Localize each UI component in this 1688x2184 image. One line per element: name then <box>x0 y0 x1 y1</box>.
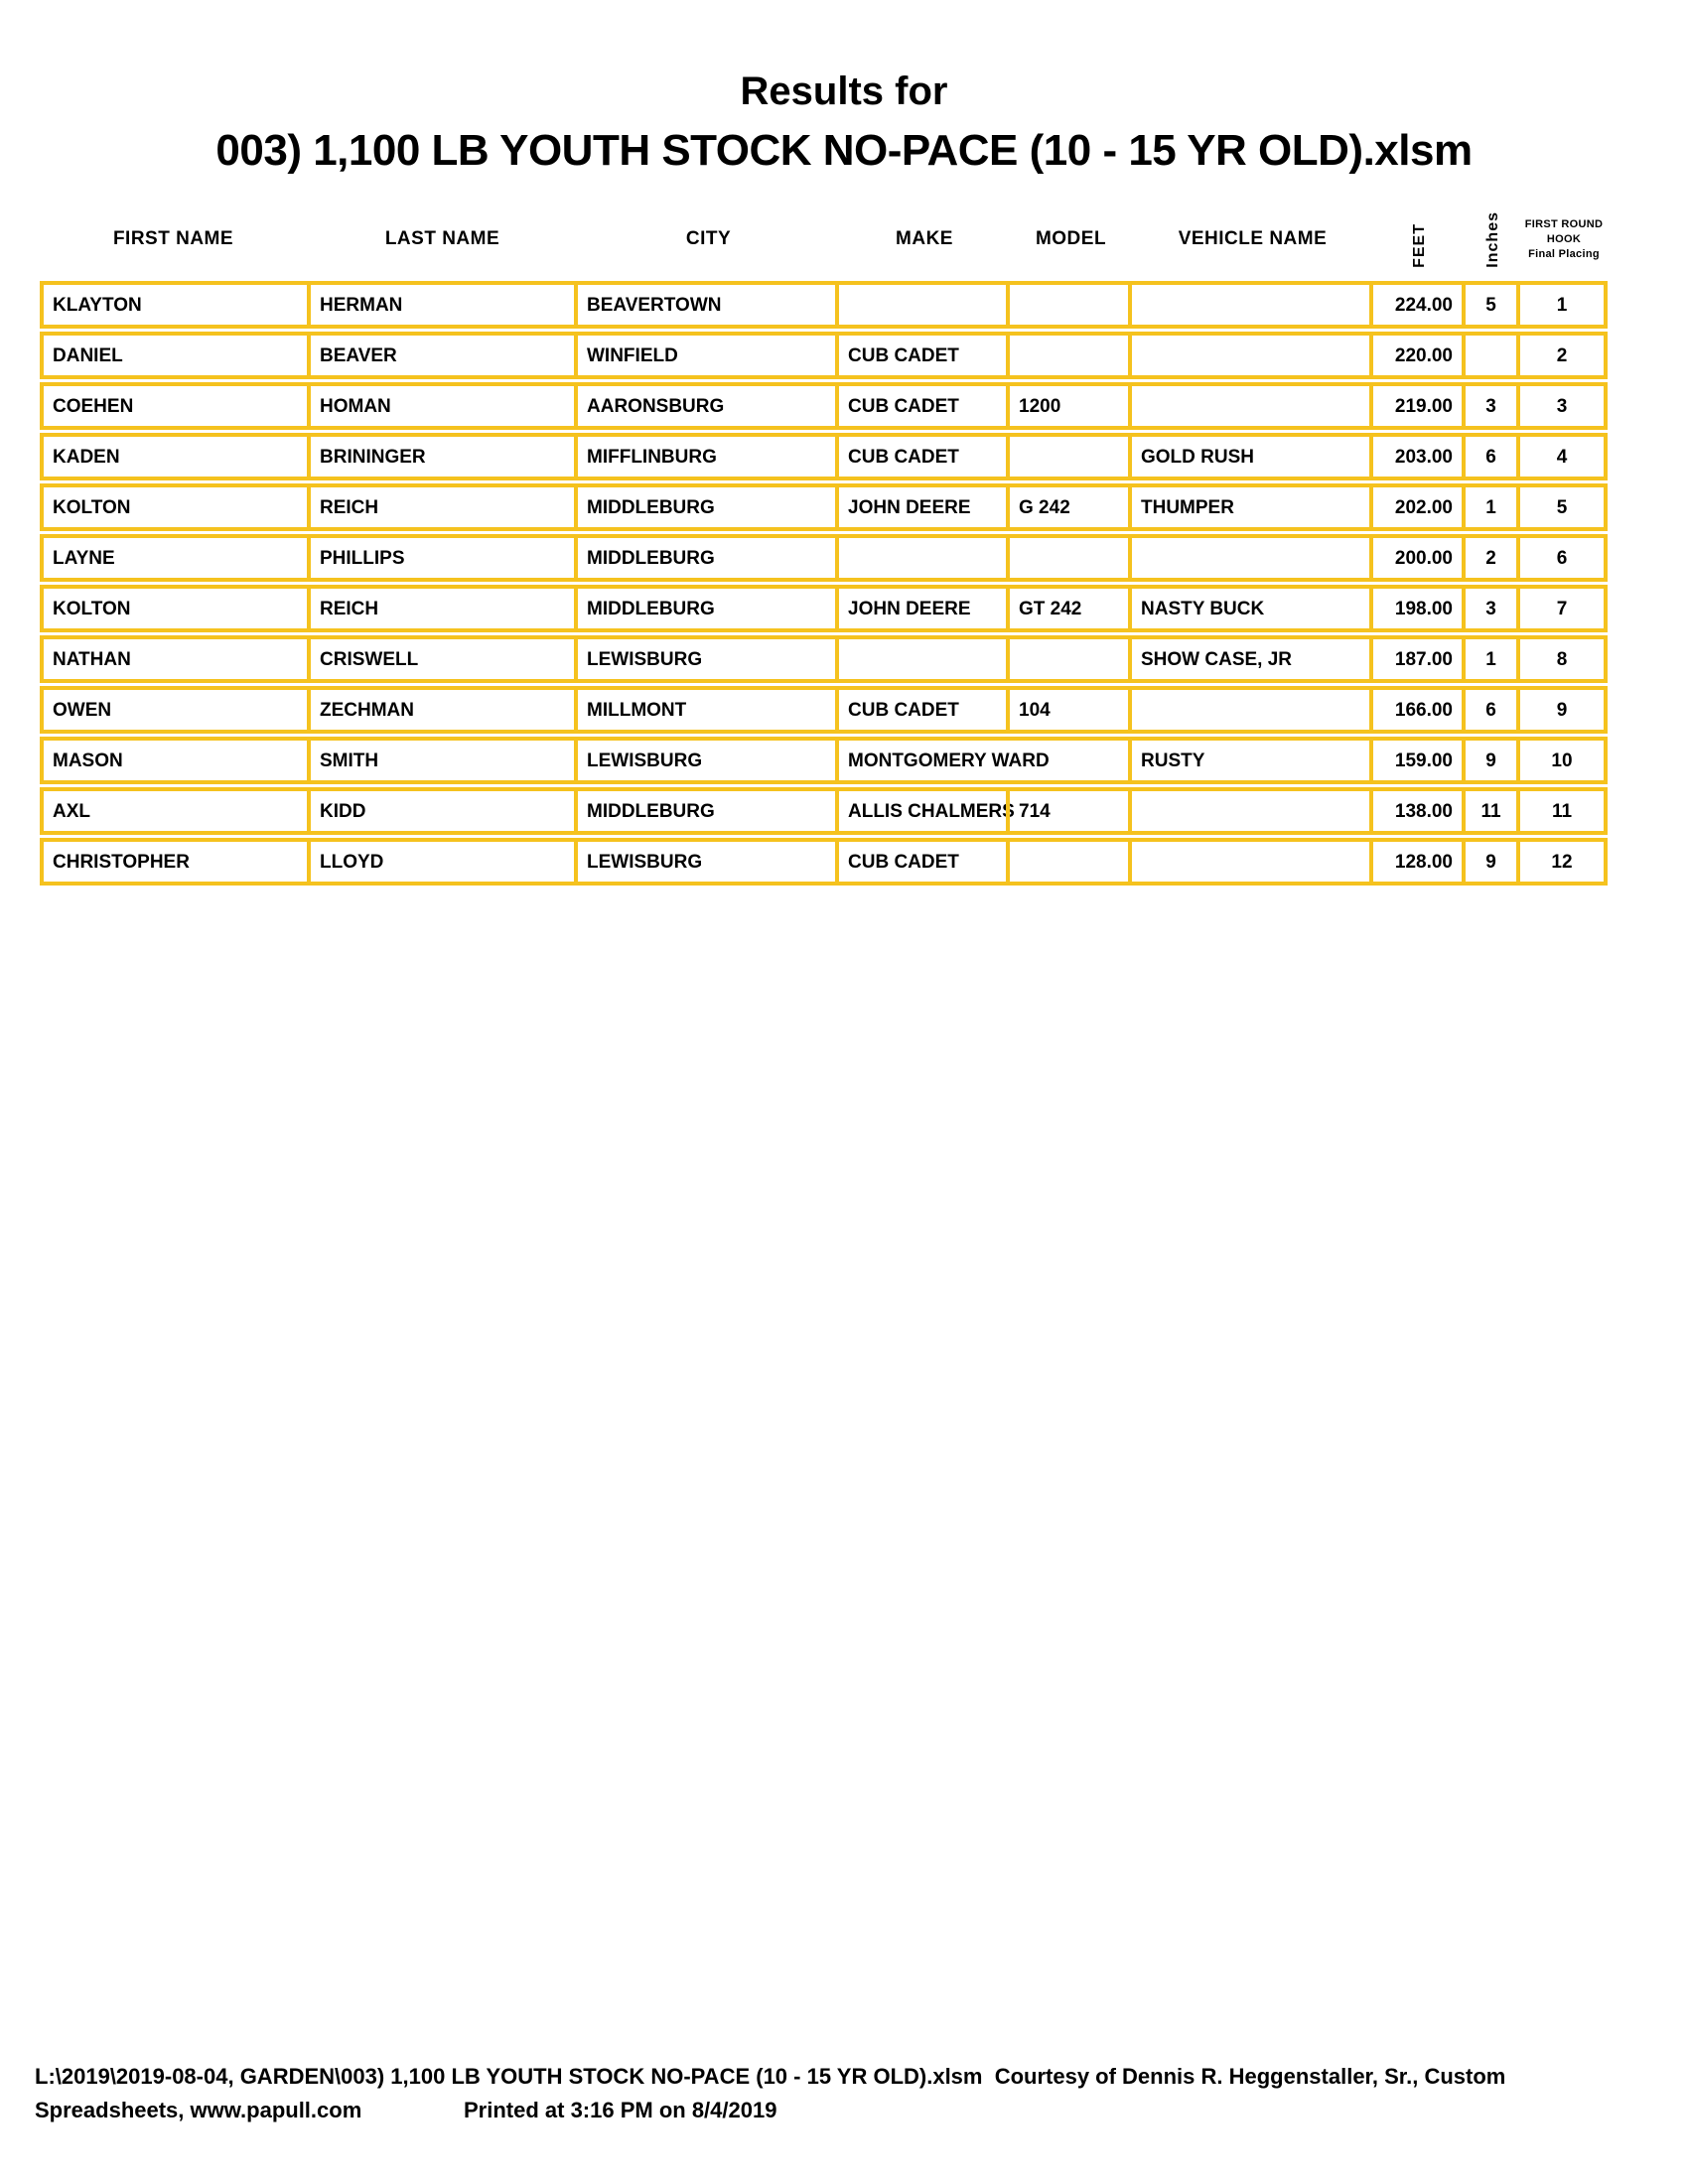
cell-feet: 220.00 <box>1369 336 1462 375</box>
cell-model <box>1006 538 1128 578</box>
cell-make <box>835 285 1006 325</box>
col-header-inches <box>1466 197 1520 268</box>
cell-last-name: REICH <box>307 589 574 628</box>
cell-inches: 3 <box>1462 386 1516 426</box>
footer-printed-timestamp: Printed at 3:16 PM on 8/4/2019 <box>464 2098 777 2122</box>
cell-last-name: LLOYD <box>307 842 574 882</box>
cell-last-name: BRININGER <box>307 437 574 477</box>
cell-first-name: KOLTON <box>53 598 131 619</box>
table-row <box>40 585 1608 632</box>
col-header-make: MAKE <box>896 228 953 249</box>
table-row <box>40 332 1608 379</box>
file-title: 003) 1,100 LB YOUTH STOCK NO-PACE (10 - 15 YR OLD).xlsm <box>215 126 1473 175</box>
cell-model <box>1006 639 1128 679</box>
table-row <box>40 635 1608 683</box>
table-row <box>40 838 1608 886</box>
cell-placing: 10 <box>1516 741 1604 780</box>
cell-last-name: HOMAN <box>307 386 574 426</box>
cell-placing: 9 <box>1516 690 1604 730</box>
cell-placing: 2 <box>1516 336 1604 375</box>
cell-vehicle-name <box>1128 842 1369 882</box>
cell-first-name: KOLTON <box>53 496 131 518</box>
cell-vehicle-name <box>1128 791 1369 831</box>
cell-first-name: NATHAN <box>53 648 131 670</box>
cell-vehicle-name: GOLD RUSH <box>1128 437 1369 477</box>
cell-placing: 3 <box>1516 386 1604 426</box>
cell-model: 1200 <box>1006 386 1128 426</box>
footer-path-line: L:\2019\2019-08-04, GARDEN\003) 1,100 LB YOUTH STOCK NO-PACE (10 - 15 YR OLD).xlsm Courtesy of Dennis R. Heggenstaller, Sr., Custom <box>35 2064 1506 2089</box>
cell-first-name: KADEN <box>53 446 120 468</box>
cell-inches: 5 <box>1462 285 1516 325</box>
hook-header-line3: Final Placing <box>1528 248 1600 260</box>
cell-placing: 8 <box>1516 639 1604 679</box>
cell-feet: 200.00 <box>1369 538 1462 578</box>
cell-placing: 5 <box>1516 487 1604 527</box>
cell-make: JOHN DEERE <box>835 487 1006 527</box>
table-row <box>40 534 1608 582</box>
cell-inches: 1 <box>1462 639 1516 679</box>
cell-last-name: REICH <box>307 487 574 527</box>
cell-first-name: KLAYTON <box>53 294 142 316</box>
cell-inches: 11 <box>1462 791 1516 831</box>
col-header-model: MODEL <box>1035 228 1107 249</box>
cell-make: CUB CADET <box>835 386 1006 426</box>
cell-city: LEWISBURG <box>574 741 835 780</box>
cell-model <box>1006 437 1128 477</box>
cell-make <box>835 538 1006 578</box>
feet-rotated-label: FEET <box>1410 223 1428 268</box>
table-row <box>40 686 1608 734</box>
cell-feet: 138.00 <box>1369 791 1462 831</box>
cell-city: WINFIELD <box>574 336 835 375</box>
inches-rotated-label: Inches <box>1483 211 1501 268</box>
cell-last-name: CRISWELL <box>307 639 574 679</box>
cell-placing: 1 <box>1516 285 1604 325</box>
cell-make: CUB CADET <box>835 336 1006 375</box>
col-header-first-round-hook <box>1520 217 1608 262</box>
cell-feet: 198.00 <box>1369 589 1462 628</box>
cell-vehicle-name <box>1128 690 1369 730</box>
cell-first-name: OWEN <box>53 699 112 721</box>
cell-feet: 187.00 <box>1369 639 1462 679</box>
cell-inches: 6 <box>1462 437 1516 477</box>
cell-placing: 6 <box>1516 538 1604 578</box>
cell-model <box>1006 842 1128 882</box>
cell-make: CUB CADET <box>835 690 1006 730</box>
cell-model <box>1006 285 1128 325</box>
cell-feet: 203.00 <box>1369 437 1462 477</box>
cell-feet: 166.00 <box>1369 690 1462 730</box>
col-header-feet <box>1373 197 1466 268</box>
cell-make <box>835 639 1006 679</box>
cell-last-name: SMITH <box>307 741 574 780</box>
cell-feet: 224.00 <box>1369 285 1462 325</box>
cell-city: MIDDLEBURG <box>574 589 835 628</box>
table-row <box>40 382 1608 430</box>
col-header-city: CITY <box>685 228 732 249</box>
cell-inches: 9 <box>1462 842 1516 882</box>
cell-vehicle-name <box>1128 336 1369 375</box>
cell-vehicle-name: THUMPER <box>1128 487 1369 527</box>
cell-first-name: DANIEL <box>53 344 123 366</box>
cell-city: MIDDLEBURG <box>574 791 835 831</box>
cell-make: CUB CADET <box>835 437 1006 477</box>
cell-inches: 1 <box>1462 487 1516 527</box>
cell-inches: 3 <box>1462 589 1516 628</box>
cell-inches: 6 <box>1462 690 1516 730</box>
cell-vehicle-name <box>1128 285 1369 325</box>
hook-header-line1: FIRST ROUND <box>1524 218 1604 230</box>
cell-make: MONTGOMERY WARD <box>835 741 1128 780</box>
cell-make: CUB CADET <box>835 842 1006 882</box>
cell-model: GT 242 <box>1006 589 1128 628</box>
cell-vehicle-name: SHOW CASE, JR <box>1128 639 1369 679</box>
hook-header-line2: HOOK <box>1546 233 1582 245</box>
cell-first-name: CHRISTOPHER <box>53 851 190 873</box>
cell-placing: 11 <box>1516 791 1604 831</box>
cell-first-name: MASON <box>53 750 123 771</box>
cell-vehicle-name: NASTY BUCK <box>1128 589 1369 628</box>
footer-spreadsheets-text: Spreadsheets, www.papull.com <box>35 2098 362 2122</box>
cell-feet: 202.00 <box>1369 487 1462 527</box>
cell-city: BEAVERTOWN <box>574 285 835 325</box>
cell-last-name: PHILLIPS <box>307 538 574 578</box>
cell-vehicle-name <box>1128 538 1369 578</box>
cell-first-name: COEHEN <box>53 395 134 417</box>
cell-city: MILLMONT <box>574 690 835 730</box>
cell-model: 104 <box>1006 690 1128 730</box>
cell-city: AARONSBURG <box>574 386 835 426</box>
col-header-vehicle-name: VEHICLE NAME <box>1178 228 1328 249</box>
cell-first-name: LAYNE <box>53 547 115 569</box>
cell-city: LEWISBURG <box>574 639 835 679</box>
cell-city: LEWISBURG <box>574 842 835 882</box>
col-header-last-name: LAST NAME <box>384 228 500 249</box>
cell-city: MIDDLEBURG <box>574 487 835 527</box>
cell-last-name: BEAVER <box>307 336 574 375</box>
col-header-first-name: FIRST NAME <box>112 228 234 249</box>
cell-inches: 9 <box>1462 741 1516 780</box>
table-row <box>40 433 1608 480</box>
cell-model: 714 <box>1006 791 1128 831</box>
cell-vehicle-name: RUSTY <box>1128 741 1369 780</box>
cell-feet: 219.00 <box>1369 386 1462 426</box>
cell-last-name: HERMAN <box>307 285 574 325</box>
cell-placing: 4 <box>1516 437 1604 477</box>
cell-placing: 7 <box>1516 589 1604 628</box>
table-row <box>40 483 1608 531</box>
cell-vehicle-name <box>1128 386 1369 426</box>
cell-make: JOHN DEERE <box>835 589 1006 628</box>
results-table <box>40 281 1608 886</box>
cell-model: G 242 <box>1006 487 1128 527</box>
cell-city: MIDDLEBURG <box>574 538 835 578</box>
page-title: Results for <box>740 69 948 113</box>
cell-first-name: AXL <box>53 800 90 822</box>
cell-inches <box>1462 336 1516 375</box>
cell-placing: 12 <box>1516 842 1604 882</box>
cell-feet: 128.00 <box>1369 842 1462 882</box>
cell-feet: 159.00 <box>1369 741 1462 780</box>
cell-inches: 2 <box>1462 538 1516 578</box>
cell-city: MIFFLINBURG <box>574 437 835 477</box>
table-row <box>40 787 1608 835</box>
cell-last-name: ZECHMAN <box>307 690 574 730</box>
cell-make: ALLIS CHALMERS <box>835 791 1006 831</box>
cell-model <box>1006 336 1128 375</box>
cell-last-name: KIDD <box>307 791 574 831</box>
table-row <box>40 281 1608 329</box>
table-row <box>40 737 1608 784</box>
